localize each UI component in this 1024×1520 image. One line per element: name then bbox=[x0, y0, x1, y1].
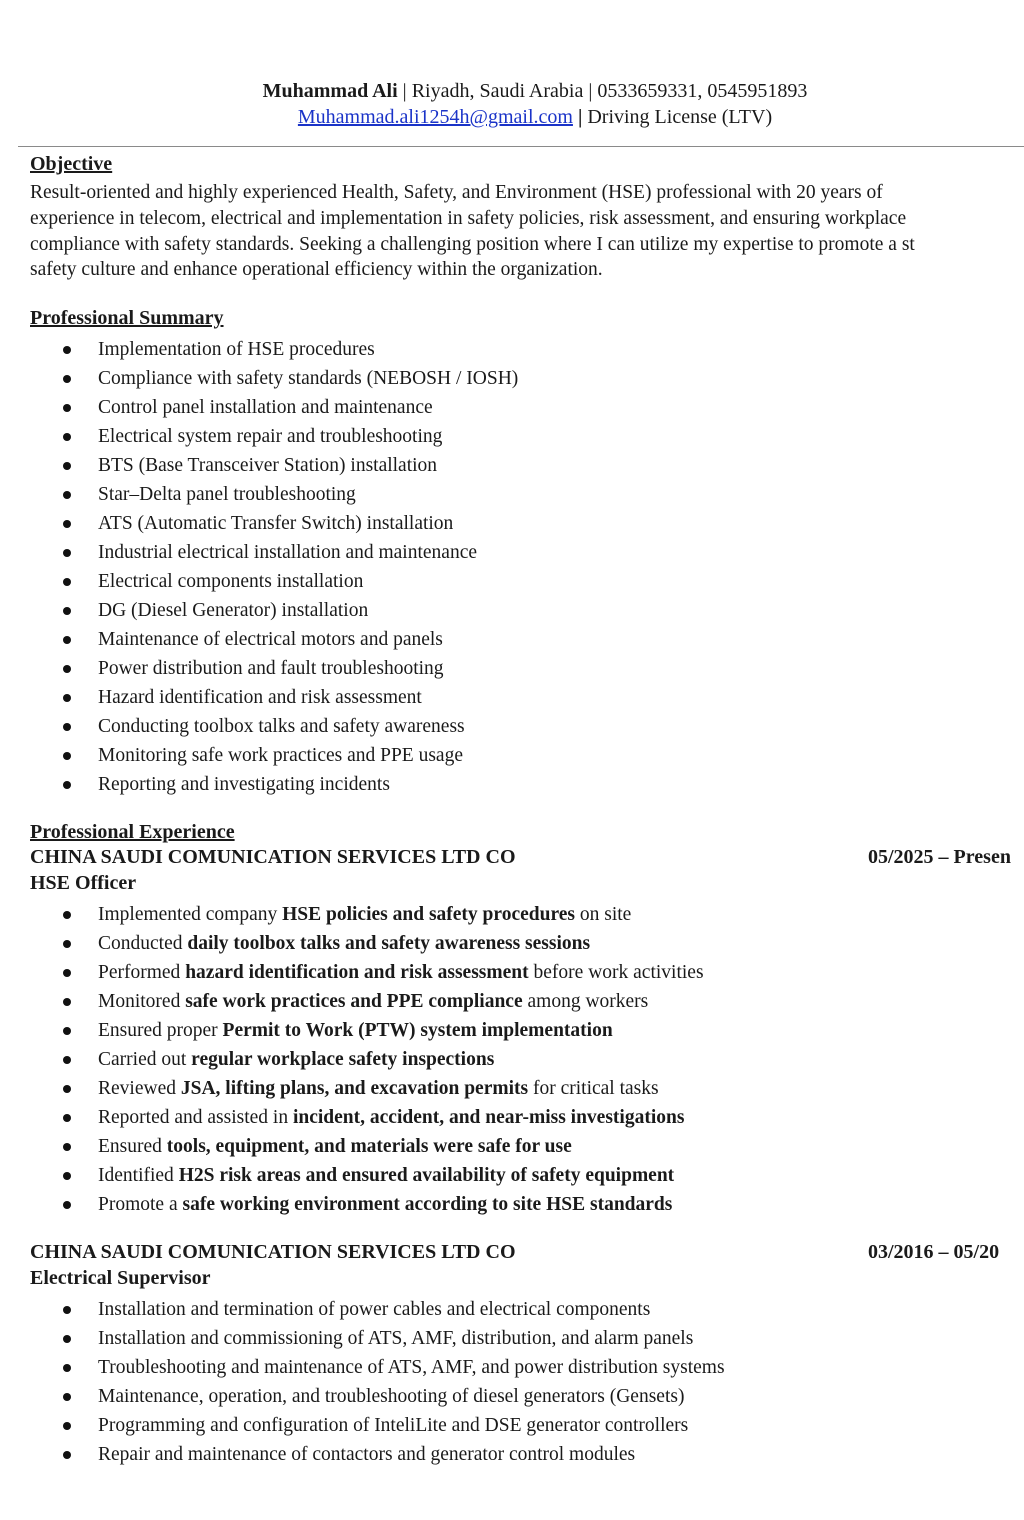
separator: | bbox=[588, 80, 593, 102]
summary-item bbox=[0, 364, 1024, 393]
bullet-icon bbox=[63, 578, 71, 586]
summary-item-text: Monitoring safe work practices and PPE usage bbox=[98, 745, 463, 766]
duty-text-pre: Reported and assisted in bbox=[98, 1107, 293, 1128]
duty-text-bold: regular workplace safety inspections bbox=[191, 1049, 495, 1070]
bullet-icon bbox=[63, 1172, 71, 1180]
summary-item-text: Implementation of HSE procedures bbox=[98, 339, 375, 360]
duty-text-post: before work activities bbox=[528, 962, 704, 983]
bullet-icon bbox=[63, 665, 71, 673]
bullet-icon bbox=[63, 752, 71, 760]
bullet-icon bbox=[63, 694, 71, 702]
duty-text-pre: Maintenance, operation, and troubleshooting of diesel generators (Gensets) bbox=[98, 1386, 685, 1407]
bullet-icon bbox=[63, 549, 71, 557]
bullet-icon bbox=[63, 911, 71, 919]
duty-item bbox=[0, 1382, 1024, 1411]
duty-item bbox=[0, 1132, 1024, 1161]
objective-heading: Objective bbox=[30, 153, 113, 175]
duty-text-bold: safe work practices and PPE compliance bbox=[185, 991, 523, 1012]
summary-item bbox=[0, 712, 1024, 741]
duty-text-pre: Carried out bbox=[98, 1049, 192, 1070]
summary-item bbox=[0, 683, 1024, 712]
duty-text-pre: Installation and termination of power cables and electrical components bbox=[98, 1299, 651, 1320]
duty-item bbox=[0, 1411, 1024, 1440]
bullet-icon bbox=[63, 998, 71, 1006]
bullet-icon bbox=[63, 491, 71, 499]
duty-text-bold: safe working environment according to site HSE standards bbox=[182, 1194, 673, 1215]
bullet-icon bbox=[63, 940, 71, 948]
bullet-icon bbox=[63, 433, 71, 441]
duty-text-pre: Ensured proper bbox=[98, 1020, 223, 1041]
summary-item-text: Control panel installation and maintenance bbox=[98, 397, 433, 418]
summary-item bbox=[0, 393, 1024, 422]
duty-text-bold: incident, accident, and near-miss investigations bbox=[292, 1107, 685, 1128]
professional-experience-heading: Professional Experience bbox=[30, 821, 235, 843]
duty-text-bold: hazard identification and risk assessment bbox=[185, 962, 529, 983]
duty-item bbox=[0, 1353, 1024, 1382]
duty-text-bold: HSE policies and safety procedures bbox=[282, 904, 575, 925]
bullet-icon bbox=[63, 1085, 71, 1093]
bullet-icon bbox=[63, 1201, 71, 1209]
duty-item bbox=[0, 958, 1024, 987]
duty-text-pre: Implemented company bbox=[98, 904, 283, 925]
duty-text-pre: Troubleshooting and maintenance of ATS, AMF, and power distribution systems bbox=[98, 1357, 725, 1378]
separator: | bbox=[577, 106, 583, 128]
duty-text-bold: tools, equipment, and materials were safe for use bbox=[166, 1136, 572, 1157]
job-company bbox=[30, 1241, 1024, 1264]
objective-line: safety culture and enhance operational efficiency within the organization. bbox=[30, 259, 603, 281]
duty-text-pre: Conducted bbox=[98, 933, 188, 954]
summary-item bbox=[0, 422, 1024, 451]
header-divider bbox=[18, 146, 1024, 147]
duty-text-pre: Monitored bbox=[98, 991, 186, 1012]
bullet-icon bbox=[63, 636, 71, 644]
contact-line-1 bbox=[0, 78, 1024, 104]
bullet-icon bbox=[63, 723, 71, 731]
summary-item-text: Conducting toolbox talks and safety awareness bbox=[98, 716, 465, 737]
job-duties-list bbox=[0, 1295, 1024, 1469]
job-title: HSE Officer bbox=[30, 872, 137, 894]
professional-summary-heading: Professional Summary bbox=[30, 307, 224, 329]
duty-item bbox=[0, 1103, 1024, 1132]
duty-text-bold: Permit to Work (PTW) system implementation bbox=[222, 1020, 613, 1041]
phone-numbers: 0533659331, 0545951893 bbox=[597, 80, 808, 102]
duty-text-bold: daily toolbox talks and safety awareness sessions bbox=[187, 933, 591, 954]
duty-text-post: among workers bbox=[522, 991, 649, 1012]
professional-summary-list bbox=[0, 335, 1024, 799]
summary-item bbox=[0, 538, 1024, 567]
bullet-icon bbox=[63, 375, 71, 383]
summary-item-text: ATS (Automatic Transfer Switch) installation bbox=[98, 513, 454, 534]
summary-item bbox=[0, 509, 1024, 538]
summary-item bbox=[0, 596, 1024, 625]
bullet-icon bbox=[63, 1335, 71, 1343]
summary-item-text: Electrical components installation bbox=[98, 571, 364, 592]
bullet-icon bbox=[63, 781, 71, 789]
duty-item bbox=[0, 987, 1024, 1016]
bullet-icon bbox=[63, 404, 71, 412]
duty-text-pre: Programming and configuration of InteliLite and DSE generator controllers bbox=[98, 1415, 689, 1436]
summary-item-text: Hazard identification and risk assessment bbox=[98, 687, 422, 708]
duty-text-pre: Reviewed bbox=[98, 1078, 181, 1099]
bullet-icon bbox=[63, 1306, 71, 1314]
summary-item bbox=[0, 770, 1024, 799]
job-dates: 03/2016 – 05/20 bbox=[868, 1241, 1000, 1263]
summary-item-text: Electrical system repair and troubleshooting bbox=[98, 426, 443, 447]
summary-item bbox=[0, 451, 1024, 480]
bullet-icon bbox=[63, 607, 71, 615]
summary-item bbox=[0, 335, 1024, 364]
objective-line: Result-oriented and highly experienced Health, Safety, and Environment (HSE) professional with 20 years of bbox=[30, 182, 883, 203]
bullet-icon bbox=[63, 969, 71, 977]
duty-text-bold: JSA, lifting plans, and excavation permits bbox=[180, 1078, 529, 1099]
job-duties-list bbox=[0, 900, 1024, 1219]
duty-text-pre: Ensured bbox=[98, 1136, 167, 1157]
duty-item bbox=[0, 900, 1024, 929]
bullet-icon bbox=[63, 1451, 71, 1459]
summary-item-text: Compliance with safety standards (NEBOSH / IOSH) bbox=[98, 368, 519, 389]
contact-line-2 bbox=[0, 104, 1024, 130]
objective-line: compliance with safety standards. Seeking a challenging position where I can utilize my expertise to promote a st bbox=[30, 233, 915, 255]
duty-item bbox=[0, 1190, 1024, 1219]
duty-item bbox=[0, 1016, 1024, 1045]
summary-item-text: Maintenance of electrical motors and panels bbox=[98, 629, 443, 650]
summary-item bbox=[0, 741, 1024, 770]
location: Riyadh, Saudi Arabia bbox=[411, 80, 584, 102]
driving-license: Driving License (LTV) bbox=[587, 106, 773, 128]
duty-text-post: for critical tasks bbox=[528, 1078, 659, 1099]
summary-item-text: Star–Delta panel troubleshooting bbox=[98, 484, 356, 505]
bullet-icon bbox=[63, 1143, 71, 1151]
duty-text-pre: Identified bbox=[98, 1165, 179, 1186]
summary-item bbox=[0, 480, 1024, 509]
summary-item-text: Reporting and investigating incidents bbox=[98, 774, 390, 795]
summary-item-text: BTS (Base Transceiver Station) installation bbox=[98, 455, 438, 476]
duty-text-pre: Installation and commissioning of ATS, AMF, distribution, and alarm panels bbox=[98, 1328, 694, 1349]
bullet-icon bbox=[63, 346, 71, 354]
bullet-icon bbox=[63, 1114, 71, 1122]
job-company bbox=[30, 846, 1024, 869]
summary-item bbox=[0, 654, 1024, 683]
candidate-name: Muhammad Ali bbox=[262, 80, 398, 102]
job-title: Electrical Supervisor bbox=[30, 1267, 211, 1289]
summary-item-text: DG (Diesel Generator) installation bbox=[98, 600, 369, 621]
bullet-icon bbox=[63, 462, 71, 470]
bullet-icon bbox=[63, 1027, 71, 1035]
duty-text-pre: Performed bbox=[98, 962, 186, 983]
summary-item-text: Industrial electrical installation and maintenance bbox=[98, 542, 478, 563]
duty-item bbox=[0, 929, 1024, 958]
bullet-icon bbox=[63, 1422, 71, 1430]
duty-item bbox=[0, 1161, 1024, 1190]
duty-text-pre: Promote a bbox=[98, 1194, 183, 1215]
email-link[interactable]: Muhammad.ali1254h@gmail.com bbox=[297, 106, 573, 128]
objective-paragraph bbox=[30, 180, 1024, 283]
duty-item bbox=[0, 1045, 1024, 1074]
bullet-icon bbox=[63, 1393, 71, 1401]
duty-item bbox=[0, 1440, 1024, 1469]
bullet-icon bbox=[63, 1056, 71, 1064]
duty-item bbox=[0, 1324, 1024, 1353]
job-dates: 05/2025 – Presen bbox=[868, 846, 1011, 868]
separator: | bbox=[402, 80, 407, 102]
duty-item bbox=[0, 1295, 1024, 1324]
company-name: CHINA SAUDI COMUNICATION SERVICES LTD CO bbox=[30, 846, 516, 868]
duty-text-pre: Repair and maintenance of contactors and generator control modules bbox=[98, 1444, 636, 1465]
company-name: CHINA SAUDI COMUNICATION SERVICES LTD CO bbox=[30, 1241, 516, 1263]
bullet-icon bbox=[63, 520, 71, 528]
summary-item bbox=[0, 567, 1024, 596]
objective-line: experience in telecom, electrical and implementation in safety policies, risk assessment, and ensuring workplace bbox=[30, 207, 907, 229]
summary-item bbox=[0, 625, 1024, 654]
bullet-icon bbox=[63, 1364, 71, 1372]
summary-item-text: Power distribution and fault troubleshooting bbox=[98, 658, 444, 679]
duty-text-post: on site bbox=[575, 904, 632, 925]
contact-header bbox=[0, 78, 1024, 130]
duty-text-bold: H2S risk areas and ensured availability of safety equipment bbox=[178, 1165, 675, 1186]
duty-item bbox=[0, 1074, 1024, 1103]
